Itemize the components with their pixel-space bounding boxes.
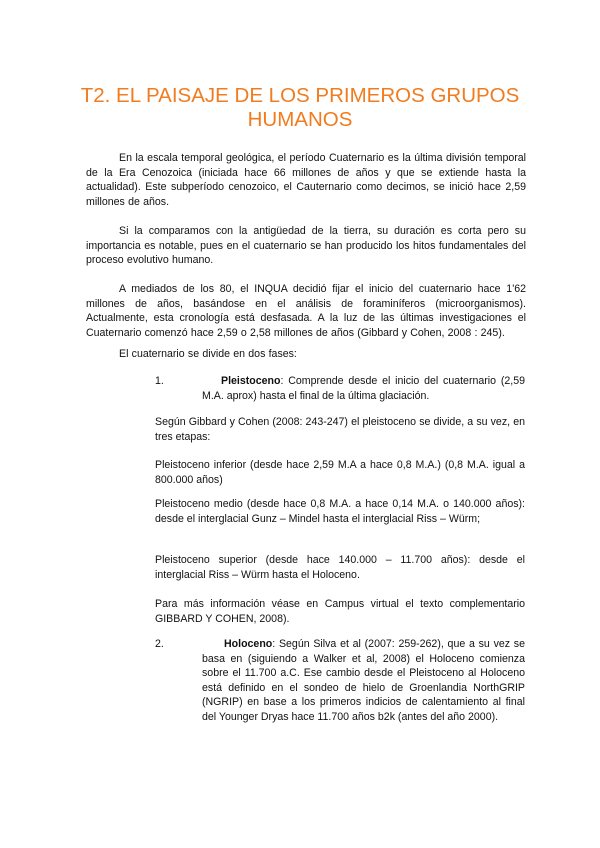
paragraph-pleistoceno-superior: Pleistoceno superior (desde hace 140.000 – 11.700 años): desde el interglacial Riss – Würm hasta el Holoceno. [155,554,525,581]
list-item-pleistoceno [202,374,525,403]
term-pleistoceno: Pleistoceno [221,375,281,387]
item-text-pleistoceno: : Comprende desde el inicio del cuaternario (2,59 M.A. aprox) hasta el final de la última glaciación. [202,375,525,402]
term-holoceno: Holoceno [224,638,273,650]
list-number-2: 2. [155,638,164,650]
paragraph-pleistoceno-inferior: Pleistoceno inferior (desde hace 2,59 M.A a hace 0,8 M.A.) (0,8 M.A. igual a 800.000 años) [155,459,525,486]
paragraph-inqua: A mediados de los 80, el INQUA decidió fijar el inicio del cuaternario hace 1'62 millones de años, basándose en el análisis de foraminíferos (microorganismos). Actualmente, esta cronología está desfasada. A la luz de las últimas investigaciones el Cuaternario comenzó hace 2,59 o 2,58 millones de años (Gibbard y Cohen, 2008 : 245). [86,283,526,339]
list-number-1: 1. [155,375,164,387]
paragraph-more-info: Para más información véase en Campus virtual el texto complementario GIBBARD Y COHEN, 2008). [155,598,525,625]
paragraph-gibbard-cohen: Según Gibbard y Cohen (2008: 243-247) el pleistoceno se divide, a su vez, en tres etapas: [155,416,525,443]
paragraph-pleistoceno-medio: Pleistoceno medio (desde hace 0,8 M.A. a hace 0,14 M.A. o 140.000 años): desde el interglacial Gunz – Mindel hasta el interglacial Riss – Würm; [155,498,525,525]
paragraph-importance: Si la comparamos con la antigüedad de la tierra, su duración es corta pero su importancia es notable, pues en el cuaternario se han producido los hitos fundamentales del proceso evolutivo humano. [86,225,526,267]
paragraph-phases-intro: El cuaternario se divide en dos fases: [119,348,297,360]
item-text-holoceno: : Según Silva et al (2007: 259-262), que a su vez se basa en (siguiendo a Walker et al, 2008) el Holoceno comienza sobre el 11.700 a.C. Ese cambio desde el Pleistoceno al Holoceno está definido en el sondeo de hielo de Groenlandia NorthGRIP (NGRIP) en base a los primeros indicios de calentamiento al final del Younger Dryas hace 11.700 años b2k (antes del año 2000). [202,638,525,723]
list-item-holoceno [202,637,525,725]
paragraph-intro: En la escala temporal geológica, el período Cuaternario es la última división temporal de la Era Cenozoica (iniciada hace 66 millones de años y que se extiende hasta la actualidad). Este subperíodo cenozoico, el Cauternario como decimos, se inició hace 2,59 millones de años. [86,152,526,208]
page-title: T2. EL PAISAJE DE LOS PRIMEROS GRUPOS HUMANOS [80,84,520,131]
